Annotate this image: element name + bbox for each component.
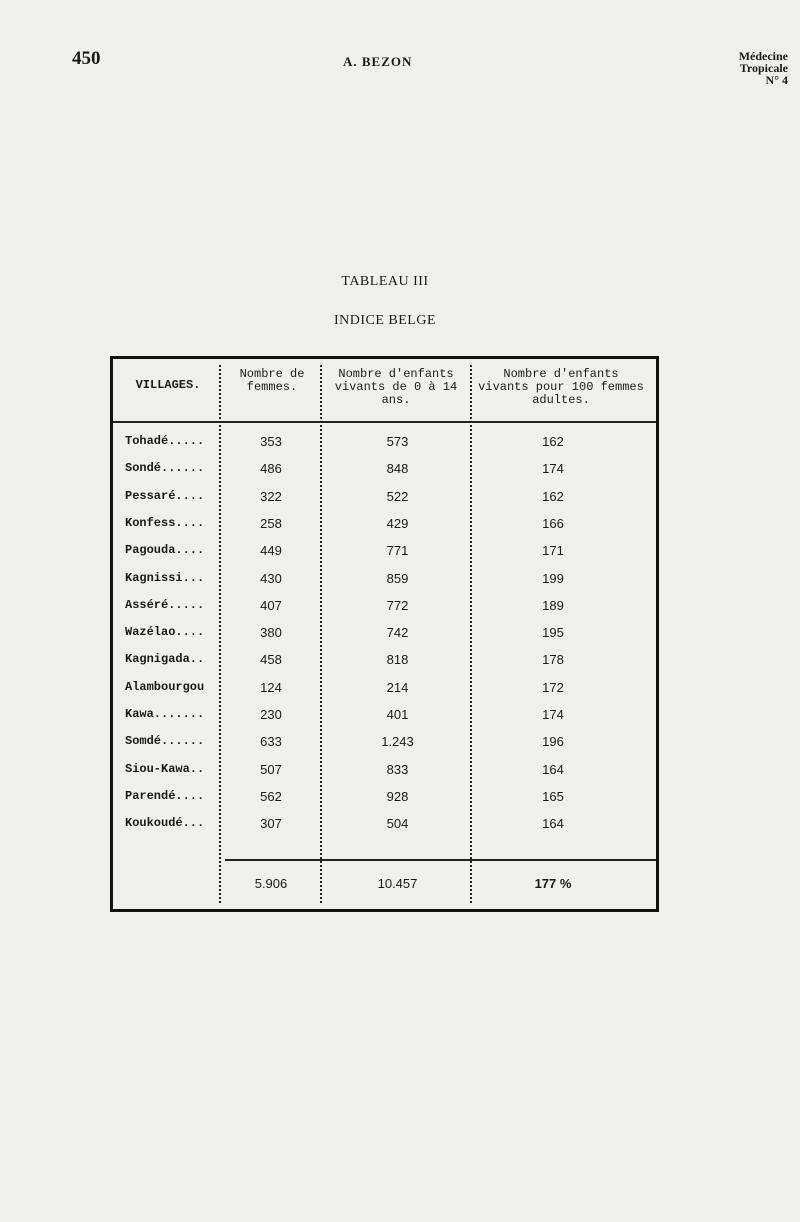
enfants-count: 772 bbox=[386, 597, 409, 613]
femmes-count: 430 bbox=[260, 570, 282, 586]
enfants-count: 573 bbox=[386, 434, 409, 449]
enfants-count: 771 bbox=[386, 543, 409, 559]
table-row bbox=[113, 816, 656, 843]
femmes-count: 124 bbox=[260, 679, 282, 695]
indice-value: 162 bbox=[542, 434, 564, 449]
enfants-count: 818 bbox=[386, 652, 409, 668]
village-name: Kawa....... bbox=[125, 707, 205, 721]
village-name: Somdé...... bbox=[125, 734, 205, 749]
indice-value: 195 bbox=[542, 625, 564, 641]
table-row bbox=[113, 598, 656, 625]
author-name: A. BEZON bbox=[343, 54, 413, 69]
table-row bbox=[113, 734, 656, 761]
totals-rule bbox=[225, 859, 656, 861]
femmes-count: 458 bbox=[260, 652, 282, 668]
table-row bbox=[113, 625, 656, 652]
indice-value: 171 bbox=[542, 543, 564, 559]
femmes-count: 322 bbox=[260, 488, 282, 504]
village-name: Sondé...... bbox=[125, 461, 205, 476]
village-name: Kagnissi... bbox=[125, 570, 205, 585]
indice-value: 164 bbox=[542, 761, 564, 777]
table-title: TABLEAU III bbox=[341, 274, 429, 289]
total-indice: 177 % bbox=[534, 876, 572, 891]
femmes-count: 407 bbox=[260, 597, 282, 613]
village-name: Parendé.... bbox=[125, 788, 205, 803]
enfants-count: 522 bbox=[386, 488, 409, 504]
femmes-count: 486 bbox=[260, 461, 282, 477]
column-header-femmes: Nombre de femmes. bbox=[239, 367, 305, 394]
table-row bbox=[113, 652, 656, 679]
indice-value: 196 bbox=[542, 734, 564, 750]
column-header-indice: Nombre d'enfants vivants pour 100 femmes adultes. bbox=[478, 367, 644, 407]
enfants-count: 859 bbox=[386, 570, 409, 586]
total-enfants: 10.457 bbox=[377, 876, 418, 891]
table-row bbox=[113, 571, 656, 598]
indice-value: 165 bbox=[542, 788, 564, 804]
village-name: Koukoudé... bbox=[125, 816, 205, 831]
column-header-enfants: Nombre d'enfants vivants de 0 à 14 ans. bbox=[334, 367, 458, 407]
total-femmes: 5.906 bbox=[254, 876, 288, 891]
femmes-count: 230 bbox=[260, 707, 282, 722]
indice-value: 166 bbox=[542, 515, 564, 531]
table-row bbox=[113, 434, 656, 461]
village-name: Pagouda.... bbox=[125, 543, 205, 558]
femmes-count: 380 bbox=[260, 625, 282, 641]
enfants-count: 848 bbox=[386, 461, 409, 477]
page-number: 450 bbox=[72, 48, 101, 69]
village-name: Kagnigada.. bbox=[125, 652, 205, 667]
village-name: Siou-Kawa.. bbox=[125, 761, 205, 776]
femmes-count: 633 bbox=[260, 734, 282, 750]
femmes-count: 507 bbox=[260, 761, 282, 777]
data-table bbox=[110, 356, 659, 912]
indice-value: 174 bbox=[542, 707, 564, 722]
enfants-count: 1.243 bbox=[381, 734, 414, 750]
enfants-count: 214 bbox=[386, 679, 409, 695]
indice-value: 178 bbox=[542, 652, 564, 668]
indice-value: 172 bbox=[542, 679, 564, 695]
table-row bbox=[113, 461, 656, 488]
indice-value: 199 bbox=[542, 570, 564, 586]
enfants-count: 833 bbox=[386, 761, 409, 777]
totals-row bbox=[113, 876, 656, 903]
journal-name bbox=[739, 50, 788, 86]
village-name: Asséré..... bbox=[125, 597, 205, 612]
enfants-count: 401 bbox=[386, 707, 409, 722]
indice-value: 164 bbox=[542, 816, 564, 832]
column-header-villages: VILLAGES. bbox=[135, 378, 201, 392]
village-name: Alambourgou bbox=[125, 679, 205, 694]
enfants-count: 429 bbox=[386, 515, 409, 531]
table-row bbox=[113, 789, 656, 816]
table-row bbox=[113, 707, 656, 734]
table-row bbox=[113, 762, 656, 789]
indice-value: 189 bbox=[542, 597, 564, 613]
header-rule bbox=[113, 421, 656, 423]
village-name: Tohadé..... bbox=[125, 434, 205, 448]
enfants-count: 742 bbox=[386, 625, 409, 641]
femmes-count: 307 bbox=[260, 816, 282, 832]
table-row bbox=[113, 543, 656, 570]
table-row bbox=[113, 680, 656, 707]
journal-line-1: Médecine bbox=[738, 49, 788, 63]
journal-line-3: N° 4 bbox=[765, 73, 788, 87]
table-subtitle: INDICE BELGE bbox=[333, 313, 437, 328]
femmes-count: 562 bbox=[260, 788, 282, 804]
femmes-count: 258 bbox=[260, 515, 282, 531]
village-name: Wazélao.... bbox=[125, 625, 205, 640]
enfants-count: 504 bbox=[386, 816, 409, 832]
femmes-count: 353 bbox=[260, 434, 282, 449]
journal-line-2: Tropicale bbox=[739, 61, 788, 75]
table-row bbox=[113, 489, 656, 516]
village-name: Pessaré.... bbox=[125, 488, 205, 503]
village-name: Konfess.... bbox=[125, 515, 205, 530]
indice-value: 174 bbox=[542, 461, 564, 477]
indice-value: 162 bbox=[542, 488, 564, 504]
enfants-count: 928 bbox=[386, 788, 409, 804]
table-row bbox=[113, 516, 656, 543]
femmes-count: 449 bbox=[260, 543, 282, 559]
